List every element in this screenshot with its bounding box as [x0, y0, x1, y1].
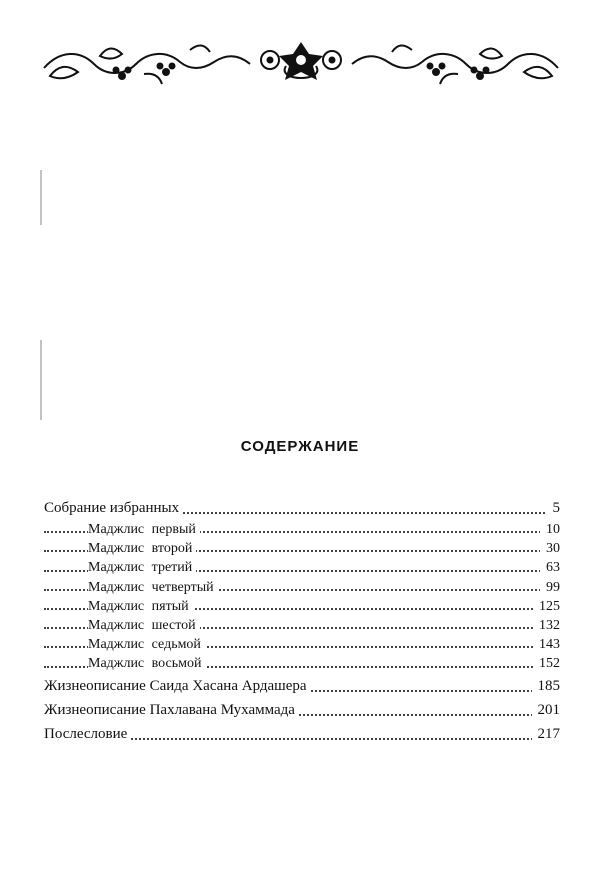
- toc-page-number: 201: [532, 698, 561, 722]
- toc-entry: [44, 520, 560, 539]
- toc-entry: [44, 578, 560, 597]
- toc-entry-title: Маджлис первый: [88, 522, 200, 537]
- toc-entry-title: Маджлис шестой: [88, 618, 200, 633]
- toc-page-number: 5: [547, 496, 561, 520]
- toc-entry: [44, 635, 560, 654]
- toc-entry: [44, 616, 560, 635]
- toc-page-number: 143: [533, 635, 560, 654]
- toc-page-number: 99: [540, 578, 560, 597]
- toc-entry-title: Послесловие: [44, 726, 131, 742]
- toc-entry: [44, 597, 560, 616]
- toc-entry-title: Маджлис четвертый: [88, 580, 218, 595]
- toc-page-number: 152: [533, 654, 560, 673]
- toc-page-number: 30: [540, 539, 560, 558]
- toc-page-number: 63: [540, 558, 560, 577]
- page-title: СОДЕРЖАНИЕ: [240, 438, 360, 455]
- floral-ornament-header: [40, 36, 562, 90]
- toc-page-number: 217: [532, 722, 561, 746]
- toc-entry: [44, 654, 560, 673]
- toc-entry-title: Маджлис седьмой: [88, 637, 205, 652]
- toc-entry: [44, 496, 560, 520]
- toc-entry-title: Маджлис третий: [88, 560, 196, 575]
- toc-page-number: 132: [533, 616, 560, 635]
- toc-page-number: 10: [540, 520, 560, 539]
- toc-entry: [44, 539, 560, 558]
- table-of-contents: [44, 496, 560, 746]
- toc-entry-title: Жизнеописание Саида Хасана Ардашера: [44, 678, 311, 694]
- toc-page-number: 125: [533, 597, 560, 616]
- toc-entry: [44, 558, 560, 577]
- page-edge-mark: [40, 340, 42, 420]
- toc-entry-title: Маджлис пятый: [88, 599, 193, 614]
- toc-entry: [44, 674, 560, 698]
- toc-entry: [44, 722, 560, 746]
- toc-entry-title: Маджлис восьмой: [88, 656, 205, 671]
- toc-entry: [44, 698, 560, 722]
- toc-entry-title: Жизнеописание Пахлавана Мухаммада: [44, 702, 299, 718]
- page-edge-mark: [40, 170, 42, 225]
- toc-entry-title: Собрание избранных: [44, 500, 183, 516]
- toc-entry-title: Маджлис второй: [88, 541, 196, 556]
- toc-page-number: 185: [532, 674, 561, 698]
